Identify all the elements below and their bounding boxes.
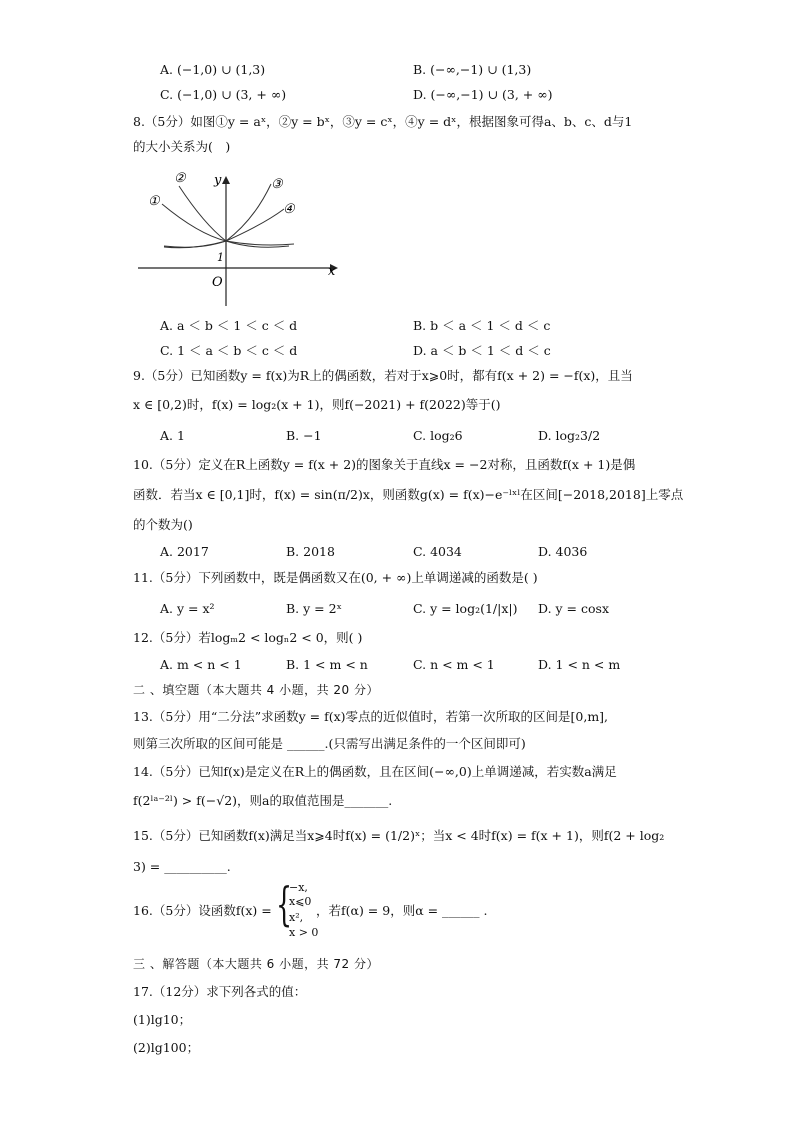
q11-option-c: C. y = log₂(1/|x|) — [413, 601, 518, 616]
q8-option-c: C. 1 ＜ a ＜ b ＜ c ＜ d — [160, 343, 298, 358]
q9-option-d: D. log₂3/2 — [538, 428, 601, 443]
q12-option-a: A. m < n < 1 — [160, 657, 242, 672]
q12-stem-line1: 12.（5分）若logₘ2 < logₙ2 < 0，则( ) — [133, 630, 363, 645]
q16-piece-2: x⩽0 — [289, 895, 312, 908]
q16-piece-3: x², — [289, 911, 304, 924]
q11-option-d: D. y = cosx — [538, 601, 609, 616]
exponential-graph — [134, 172, 344, 310]
q9-stem-line2: x ∈ [0,2)时，f(x) = log₂(x + 1)，则f(−2021) + f(2022)等于() — [133, 397, 501, 412]
q11-option-a: A. y = x² — [160, 601, 215, 616]
origin-label: O — [212, 275, 223, 290]
q10-option-d: D. 4036 — [538, 544, 588, 559]
q8-option-d: D. a ＜ b ＜ 1 ＜ d ＜ c — [413, 343, 551, 358]
q8-option-b: B. b ＜ a ＜ 1 ＜ d ＜ c — [413, 318, 551, 333]
q17-stem-line1: 17.（12分）求下列各式的值： — [133, 984, 307, 999]
q9-stem-line1: 9.（5分）已知函数y = f(x)为R上的偶函数，若对于x⩾0时，都有f(x + 2) = −f(x)，且当 — [133, 368, 633, 383]
q12-option-c: C. n < m < 1 — [413, 657, 495, 672]
q9-option-a: A. 1 — [160, 428, 185, 443]
x-axis-label: x — [328, 264, 336, 279]
section-3-heading: 三 、解答题（本大题共 6 小题，共 72 分） — [133, 957, 379, 971]
section-2-heading: 二 、填空题（本大题共 4 小题，共 20 分） — [133, 683, 379, 697]
q8-stem-line1: 8.（5分）如图①y = aˣ，②y = bˣ，③y = cˣ，④y = dˣ，根据图象可得a、b、c、d与1 — [133, 114, 633, 129]
q10-option-c: C. 4034 — [413, 544, 462, 559]
curve-4 — [164, 209, 284, 247]
curve-label-4: ④ — [283, 202, 295, 217]
piecewise-brace: { — [276, 877, 293, 931]
curve-label-3: ③ — [271, 177, 283, 192]
q12-option-b: B. 1 < m < n — [286, 657, 368, 672]
q15-stem-line1: 15.（5分）已知函数f(x)满足当x⩾4时f(x) = (1/2)ˣ；当x < 4时f(x) = f(x + 1)，则f(2 + log₂ — [133, 828, 665, 843]
q17-item-1: (1)lg10； — [133, 1012, 192, 1027]
y-axis-arrow — [222, 176, 230, 184]
curve-label-1: ① — [148, 194, 160, 209]
q16-stem-suffix: ，若f(α) = 9，则α = ______ . — [316, 903, 488, 918]
q13-stem-line1: 13.（5分）用“二分法”求函数y = f(x)零点的近似值时，若第一次所取的区间是[0,m], — [133, 709, 609, 724]
q10-stem-line1: 10.（5分）定义在R上函数y = f(x + 2)的图象关于直线x = −2对称，且函数f(x + 1)是偶 — [133, 457, 636, 472]
q13-stem-line2: 则第三次所取的区间可能是 ______.(只需写出满足条件的一个区间即可) — [133, 736, 526, 751]
q15-stem-line2: 3) = __________. — [133, 859, 231, 874]
q17-item-2: (2)lg100； — [133, 1040, 200, 1055]
q9-option-c: C. log₂6 — [413, 428, 463, 443]
q12-option-d: D. 1 < n < m — [538, 657, 621, 672]
q10-stem-line3: 的个数为() — [133, 517, 193, 532]
q10-option-b: B. 2018 — [286, 544, 335, 559]
q14-stem-line2: f(2ˡᵃ⁻²ˡ) > f(−√2)，则a的取值范围是_______. — [133, 793, 393, 808]
q11-option-b: B. y = 2ˣ — [286, 601, 342, 616]
q7-option-c: C. (−1,0) ∪ (3, + ∞) — [160, 87, 287, 102]
q10-stem-line2: 函数．若当x ∈ [0,1]时，f(x) = sin(π/2)x，则函数g(x) = f(x)−e⁻ˡˣˡ在区间[−2018,2018]上零点 — [133, 487, 684, 502]
q8-stem-line2: 的大小关系为( ) — [133, 139, 231, 154]
q16-stem-prefix: 16.（5分）设函数f(x) = — [133, 903, 272, 918]
q7-option-a: A. (−1,0) ∪ (1,3) — [160, 62, 266, 77]
one-label: 1 — [217, 251, 224, 264]
q9-option-b: B. −1 — [286, 428, 322, 443]
q16-piece-4: x > 0 — [289, 926, 319, 939]
y-axis-label: y — [214, 173, 222, 188]
q11-stem-line1: 11.（5分）下列函数中，既是偶函数又在(0, + ∞)上单调递减的函数是( ) — [133, 570, 538, 585]
curve-label-2: ② — [174, 172, 186, 186]
q8-option-a: A. a ＜ b ＜ 1 ＜ c ＜ d — [160, 318, 298, 333]
q7-option-b: B. (−∞,−1) ∪ (1,3) — [413, 62, 532, 77]
q16-piece-1: −x, — [289, 881, 308, 894]
q7-option-d: D. (−∞,−1) ∪ (3, + ∞) — [413, 87, 553, 102]
q14-stem-line1: 14.（5分）已知f(x)是定义在R上的偶函数，且在区间(−∞,0)上单调递减，若实数a满足 — [133, 764, 617, 779]
q10-option-a: A. 2017 — [160, 544, 209, 559]
